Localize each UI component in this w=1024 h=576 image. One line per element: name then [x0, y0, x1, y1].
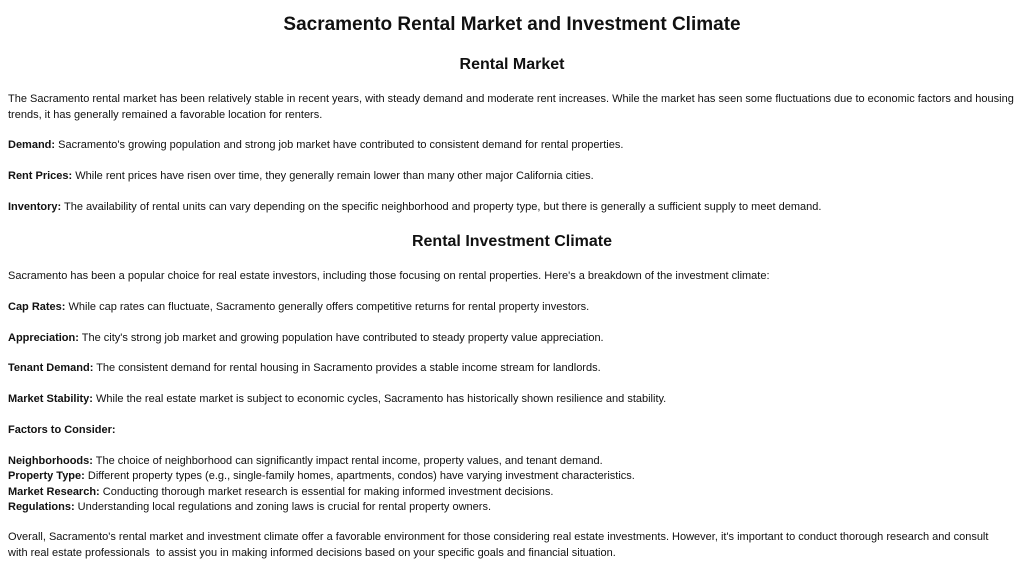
factor-text: Understanding local regulations and zoning laws is crucial for rental property owners.: [74, 501, 492, 513]
point-text: While the real estate market is subject to economic cycles, Sacramento has historically shown resilience and stability.: [92, 393, 667, 405]
factor-property-type: [8, 469, 1014, 485]
point-label: Inventory:: [8, 201, 62, 213]
rental-point-demand: [8, 138, 1014, 154]
factor-label: Property Type:: [8, 470, 85, 482]
point-text: Sacramento's growing population and strong job market have contributed to consistent demand for rental properties.: [55, 139, 624, 151]
page-title: Sacramento Rental Market and Investment Climate: [283, 14, 741, 35]
conclusion-paragraph: Overall, Sacramento's rental market and investment climate offer a favorable environment for those considering real estate investments. However, it's important to conduct thorough research and consult with real estate professionals to assist you in making informed decisions based on your specific goals and financial situation.: [8, 531, 992, 559]
factor-regulations: [8, 500, 1014, 516]
factor-market-research: [8, 485, 1014, 501]
invest-point-market-stability: [8, 392, 1014, 408]
invest-point-appreciation: [8, 331, 1014, 347]
factor-text: Conducting thorough market research is essential for making informed investment decisions.: [99, 486, 554, 498]
rental-market-heading: Rental Market: [459, 56, 565, 73]
factors-heading: [8, 423, 1014, 439]
point-text: While rent prices have risen over time, they generally remain lower than many other major California cities.: [72, 170, 594, 182]
point-label: Tenant Demand:: [8, 362, 94, 374]
factors-heading-label: Factors to Consider:: [8, 424, 116, 436]
point-label: Rent Prices:: [8, 170, 73, 182]
factor-label: Market Research:: [8, 486, 100, 498]
factor-text: Different property types (e.g., single-family homes, apartments, condos) have varying investment characteristics.: [84, 470, 635, 482]
invest-point-tenant-demand: [8, 361, 1014, 377]
point-text: While cap rates can fluctuate, Sacramento generally offers competitive returns for rental property investors.: [65, 301, 590, 313]
investment-intro: Sacramento has been a popular choice for real estate investors, including those focusing on rental properties. Here's a breakdown of the investment climate:: [8, 270, 770, 282]
point-label: Market Stability:: [8, 393, 93, 405]
point-text: The availability of rental units can vary depending on the specific neighborhood and property type, but there is generally a sufficient supply to meet demand.: [61, 201, 822, 213]
factor-neighborhoods: [8, 454, 1014, 470]
point-label: Demand:: [8, 139, 56, 151]
factor-label: Regulations:: [8, 501, 75, 513]
point-text: The consistent demand for rental housing in Sacramento provides a stable income stream for landlords.: [93, 362, 601, 374]
rental-point-rent-prices: [8, 169, 1014, 185]
invest-point-cap-rates: [8, 300, 1014, 316]
investment-climate-heading: Rental Investment Climate: [411, 233, 613, 250]
point-label: Appreciation:: [8, 332, 79, 344]
point-label: Cap Rates:: [8, 301, 66, 313]
rental-point-inventory: [8, 200, 1014, 216]
rental-market-intro: The Sacramento rental market has been relatively stable in recent years, with steady demand and moderate rent increases. While the market has seen some fluctuations due to economic factors and housing trends, it has generally remained a favorable location for renters.: [8, 93, 1014, 121]
factor-label: Neighborhoods:: [8, 455, 93, 467]
point-text: The city's strong job market and growing population have contributed to steady property value appreciation.: [78, 332, 604, 344]
factor-text: The choice of neighborhood can significantly impact rental income, property values, and tenant demand.: [92, 455, 603, 467]
